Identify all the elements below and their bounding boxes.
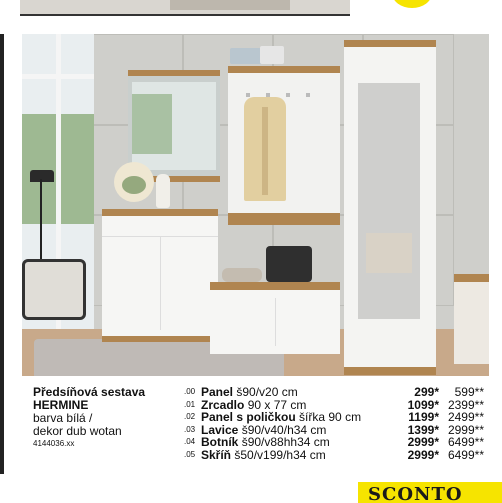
- item-number: .04: [184, 437, 196, 447]
- item-old-price: 6499**: [447, 447, 484, 462]
- item-name: Lavice: [201, 422, 239, 437]
- price-list: [184, 386, 484, 462]
- item-number: .05: [184, 449, 196, 459]
- item-old-price: 2399**: [447, 397, 484, 412]
- logo-text: SCONTO: [368, 484, 463, 503]
- shoe-cabinet: [102, 209, 218, 342]
- shoes: [222, 268, 262, 282]
- armchair: [22, 259, 86, 320]
- price-badge-edge: [392, 0, 432, 8]
- handbag: [266, 246, 312, 282]
- item-price: 1099*: [407, 397, 439, 412]
- item-dimensions: š50/v199/h34 cm: [234, 447, 326, 462]
- item-dimensions: šířka 90 cm: [299, 410, 362, 425]
- item-price: 2999*: [407, 435, 439, 450]
- product-title: Předsíňová sestava: [33, 385, 146, 399]
- item-price: 2999*: [407, 447, 439, 462]
- item-name: Botník: [201, 435, 239, 450]
- item-number: .01: [184, 399, 196, 409]
- product-name: HERMINE: [33, 398, 89, 412]
- stairs: [454, 274, 489, 364]
- item-price: 299*: [414, 385, 439, 399]
- coat: [244, 97, 286, 201]
- item-number: .03: [184, 424, 196, 434]
- item-name: Skříň: [201, 447, 232, 462]
- product-photo: [22, 34, 489, 376]
- item-dimensions: š90/v20 cm: [236, 385, 298, 399]
- item-number: .02: [184, 412, 196, 422]
- product-code: 4144036.xx: [33, 439, 75, 448]
- item-name: Zrcadlo: [201, 397, 245, 412]
- item-dimensions: š90/v40/h34 cm: [241, 422, 327, 437]
- item-number: .00: [184, 387, 196, 396]
- product-color: barva bílá /: [33, 411, 93, 425]
- item-dimensions: š90/v88hh34 cm: [241, 435, 330, 450]
- item-name: Panel s poličkou: [201, 410, 296, 425]
- previous-product-photo-edge: [20, 0, 350, 16]
- price-row: [184, 449, 484, 462]
- sconto-logo: [358, 482, 502, 503]
- item-old-price: 6499**: [447, 435, 484, 450]
- item-old-price: 2999**: [447, 422, 484, 437]
- item-price: 1199*: [408, 410, 439, 425]
- item-old-price: 2499**: [447, 410, 484, 425]
- floor-lamp: [30, 170, 54, 182]
- item-dimensions: 90 x 77 cm: [247, 397, 307, 412]
- panel-shelf: [228, 213, 340, 225]
- item-price: 1399*: [407, 422, 439, 437]
- wardrobe-with-mirror: [344, 40, 436, 375]
- flower-bouquet: [114, 162, 154, 202]
- storage-box: [260, 46, 284, 64]
- product-info: [33, 386, 183, 449]
- product-decor: dekor dub wotan: [33, 424, 122, 438]
- bench: [210, 282, 340, 354]
- item-name: Panel: [201, 385, 234, 399]
- left-border: [0, 34, 4, 474]
- vase: [156, 174, 170, 208]
- item-old-price: 599**: [454, 385, 484, 399]
- coat-panel: [228, 66, 340, 213]
